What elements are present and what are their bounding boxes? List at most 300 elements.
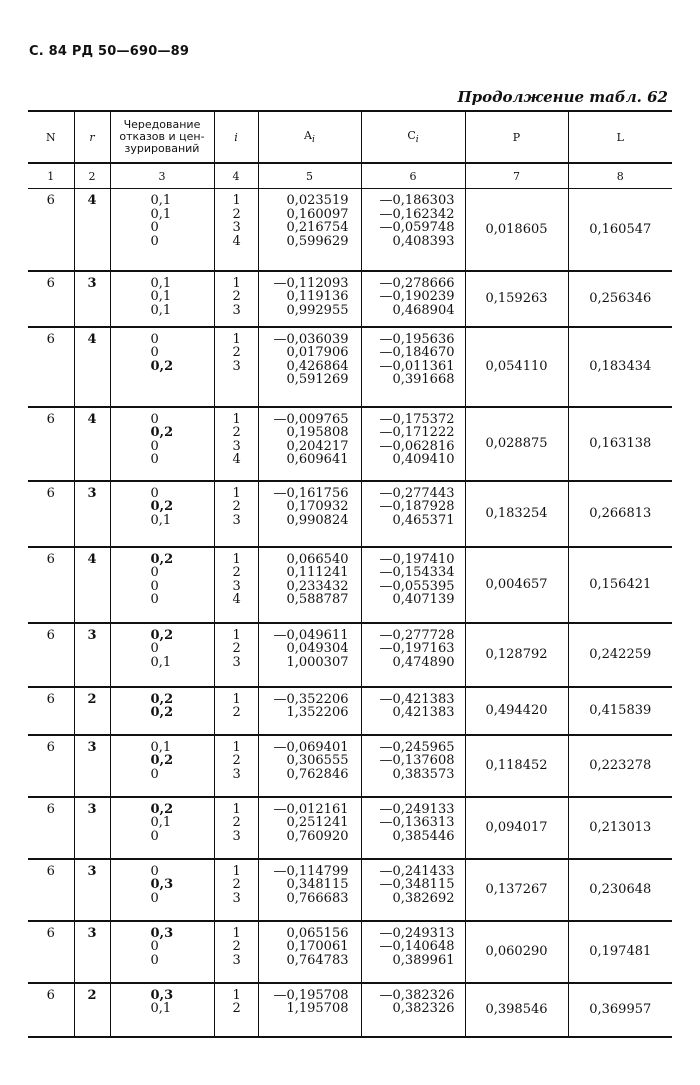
table-row	[28, 735, 672, 797]
cell-value: —0,011361	[379, 358, 455, 374]
cell-value: 3	[87, 485, 97, 501]
cell-n	[28, 921, 74, 983]
cell-value: 0,028875	[485, 436, 548, 451]
cell-value: 0,1	[150, 654, 172, 670]
cell-value: 3	[87, 863, 97, 879]
cell-value: 0,3	[150, 987, 174, 1003]
cell-p	[465, 327, 568, 407]
cell-p	[465, 859, 568, 921]
cell-value: —0,171222	[379, 425, 455, 440]
cell-c	[361, 271, 465, 327]
cell-value: 0	[150, 952, 159, 968]
cell-r	[74, 983, 110, 1037]
cell-value: 0,111241	[286, 565, 349, 580]
cell-value: 0	[150, 452, 159, 467]
header-row	[28, 111, 672, 163]
cell-i	[214, 481, 258, 547]
cell-value: —0,049611	[273, 627, 349, 643]
cell-value: —0,114799	[273, 863, 349, 879]
cell-value: 0,1	[150, 739, 172, 755]
cell-value: —0,195708	[273, 987, 349, 1003]
cell-value: 0,156421	[589, 577, 652, 592]
header-alternation-line: зурирований	[124, 142, 200, 155]
cell-value: 0	[150, 331, 159, 347]
cell-value: 3	[232, 828, 241, 844]
cell-value: 0,2	[150, 801, 174, 817]
table-row	[28, 921, 672, 983]
cell-c	[361, 327, 465, 407]
cell-value: 0,494420	[485, 703, 548, 718]
cell-value: 0,398546	[485, 1002, 548, 1017]
cell-value: 2	[232, 753, 241, 768]
cell-value: 0,385446	[392, 828, 455, 844]
cell-value: —0,421383	[379, 691, 455, 707]
cell-value: 0,066540	[286, 551, 349, 567]
cell-value: 0,382326	[392, 1001, 455, 1016]
cell-n	[28, 327, 74, 407]
cell-value: 1	[232, 987, 241, 1003]
cell-value: 0	[150, 890, 159, 906]
table-row	[28, 623, 672, 687]
cell-i	[214, 407, 258, 481]
cell-value: 2	[232, 641, 241, 656]
cell-value: 6	[46, 331, 55, 347]
cell-l	[568, 481, 672, 547]
cell-value: 0,2	[150, 358, 174, 374]
cell-value: 0,2	[150, 551, 174, 567]
cell-value: 0	[150, 565, 159, 580]
cell-value: 0	[150, 766, 159, 782]
table-row	[28, 481, 672, 547]
cell-value: —0,140648	[379, 939, 455, 954]
cell-value: 3	[232, 890, 241, 906]
cell-c	[361, 797, 465, 859]
header-c: $C_i$	[361, 111, 465, 163]
cell-value: —0,112093	[273, 275, 349, 291]
cell-value: —0,036039	[273, 331, 349, 347]
cell-value: —0,197163	[379, 641, 455, 656]
cell-value: —0,277443	[379, 485, 455, 501]
cell-value: 6	[46, 987, 55, 1003]
header-alternation-line: отказов и цен-	[119, 130, 205, 143]
cell-value: 0	[150, 411, 159, 427]
cell-r	[74, 623, 110, 687]
cell-r	[74, 327, 110, 407]
data-table	[28, 110, 672, 1038]
cell-n	[28, 735, 74, 797]
cell-value: 0,094017	[485, 820, 548, 835]
cell-value: 0,760920	[286, 828, 349, 844]
cell-value: 3	[232, 220, 241, 235]
cell-value: 3	[87, 275, 97, 291]
cell-value: 4	[232, 592, 241, 607]
cell-value: —0,352206	[273, 691, 349, 707]
cell-n	[28, 481, 74, 547]
table-row	[28, 983, 672, 1037]
cell-value: 0,389961	[392, 952, 455, 968]
cell-value: —0,136313	[379, 815, 455, 830]
cell-r	[74, 481, 110, 547]
cell-l	[568, 547, 672, 623]
header-alternation-line: Чередование	[123, 118, 201, 131]
cell-value: 0,137267	[485, 882, 548, 897]
cell-value: 0,1	[150, 289, 172, 304]
cell-l	[568, 983, 672, 1037]
cell-value: —0,009765	[273, 411, 349, 427]
cell-value: 0,1	[150, 512, 172, 528]
cell-value: 1,352206	[286, 705, 349, 720]
cell-l	[568, 407, 672, 481]
cell-value: 0,242259	[589, 647, 652, 662]
cell-n	[28, 797, 74, 859]
cell-value: 0	[150, 863, 159, 879]
cell-value: 2	[232, 877, 241, 892]
cell-value: 0,1	[150, 206, 172, 222]
cell-r	[74, 407, 110, 481]
cell-r	[74, 921, 110, 983]
cell-value: 0,049304	[286, 641, 349, 656]
cell-r	[74, 687, 110, 735]
cell-value: 6	[46, 863, 55, 879]
cell-i	[214, 859, 258, 921]
cell-a	[258, 797, 361, 859]
column-number: 5	[258, 163, 361, 189]
cell-c	[361, 735, 465, 797]
cell-value: 6	[46, 485, 55, 501]
cell-value: —0,195636	[379, 331, 455, 347]
cell-r	[74, 547, 110, 623]
cell-value: 0,762846	[286, 766, 349, 782]
cell-value: —0,154334	[379, 565, 455, 580]
header-a: $A_i$	[258, 111, 361, 163]
cell-a	[258, 921, 361, 983]
cell-n	[28, 547, 74, 623]
cell-a	[258, 407, 361, 481]
cell-value: 3	[87, 801, 97, 817]
cell-value: —0,175372	[379, 411, 455, 427]
cell-value: 2	[87, 691, 97, 707]
cell-value: 0,474890	[392, 654, 455, 670]
table-row	[28, 271, 672, 327]
cell-l	[568, 735, 672, 797]
cell-value: 0	[150, 345, 159, 360]
cell-value: 0,170061	[286, 939, 349, 954]
cell-value: 0,369957	[589, 1002, 652, 1017]
cell-value: 0,407139	[392, 592, 455, 607]
header-i: i	[214, 111, 258, 163]
cell-value: —0,059748	[379, 220, 455, 235]
table-row	[28, 797, 672, 859]
cell-a	[258, 271, 361, 327]
cell-a	[258, 547, 361, 623]
cell-p	[465, 687, 568, 735]
cell-value: 1	[232, 863, 241, 879]
cell-i	[214, 623, 258, 687]
cell-alternation	[110, 547, 214, 623]
cell-a	[258, 735, 361, 797]
cell-c	[361, 547, 465, 623]
cell-value: 1	[232, 801, 241, 817]
cell-value: 6	[46, 801, 55, 817]
cell-value: 0,468904	[392, 302, 455, 318]
cell-value: 0,2	[150, 753, 174, 768]
cell-c	[361, 921, 465, 983]
cell-value: —0,245965	[379, 739, 455, 755]
cell-value: —0,069401	[273, 739, 349, 755]
cell-alternation	[110, 271, 214, 327]
cell-value: 3	[232, 302, 241, 318]
cell-l	[568, 797, 672, 859]
cell-value: 0,195808	[286, 425, 349, 440]
header-n: N	[28, 111, 74, 163]
cell-value: 1	[232, 551, 241, 567]
cell-p	[465, 271, 568, 327]
cell-value: 0,992955	[286, 302, 349, 318]
cell-value: 0,223278	[589, 758, 652, 773]
cell-value: —0,012161	[273, 801, 349, 817]
cell-value: 3	[87, 925, 97, 941]
cell-value: 0,1	[150, 193, 172, 208]
cell-value: 2	[232, 565, 241, 580]
cell-value: 2	[232, 425, 241, 440]
header-r: r	[74, 111, 110, 163]
cell-value: 0,230648	[589, 882, 652, 897]
cell-value: —0,348115	[379, 877, 455, 892]
cell-value: —0,278666	[379, 275, 455, 291]
table-row	[28, 327, 672, 407]
cell-value: 3	[87, 739, 97, 755]
cell-c	[361, 481, 465, 547]
cell-value: —0,277728	[379, 627, 455, 643]
cell-alternation	[110, 481, 214, 547]
table-continuation-label: Продолжение табл. 62	[457, 88, 668, 106]
cell-value: 0,197481	[589, 944, 652, 959]
cell-value: 0	[150, 233, 159, 249]
cell-value: —0,062816	[379, 438, 455, 454]
cell-value: 4	[87, 331, 97, 347]
cell-l	[568, 921, 672, 983]
cell-value: 6	[46, 925, 55, 941]
cell-value: —0,382326	[379, 987, 455, 1003]
cell-alternation	[110, 859, 214, 921]
table-row	[28, 547, 672, 623]
cell-value: —0,184670	[379, 345, 455, 360]
cell-value: 0,160097	[286, 206, 349, 222]
cell-value: 2	[87, 987, 97, 1003]
cell-value: 0,119136	[286, 289, 349, 304]
cell-value: 3	[232, 952, 241, 968]
cell-value: 0,415839	[589, 703, 652, 718]
cell-value: 0,990824	[286, 512, 349, 528]
cell-alternation	[110, 687, 214, 735]
cell-p	[465, 481, 568, 547]
cell-value: 0,213013	[589, 820, 652, 835]
cell-value: 0,2	[150, 425, 174, 440]
cell-value: 0,3	[150, 877, 174, 892]
cell-value: 1	[232, 193, 241, 208]
cell-p	[465, 407, 568, 481]
cell-value: 0,251241	[286, 815, 349, 830]
cell-alternation	[110, 407, 214, 481]
cell-value: 3	[232, 654, 241, 670]
cell-value: 0,421383	[392, 705, 455, 720]
page-header: С. 84 РД 50—690—89	[29, 44, 190, 59]
cell-value: —0,249133	[379, 801, 455, 817]
cell-value: 6	[46, 275, 55, 291]
cell-i	[214, 189, 258, 271]
cell-value: 0,170932	[286, 499, 349, 514]
table-row	[28, 189, 672, 271]
cell-alternation	[110, 983, 214, 1037]
cell-value: 0,465371	[392, 512, 455, 528]
cell-value: 0,159263	[485, 291, 548, 306]
cell-l	[568, 687, 672, 735]
cell-value: —0,055395	[379, 578, 455, 594]
cell-value: 0,609641	[286, 452, 349, 467]
cell-value: 2	[232, 705, 241, 720]
cell-value: 4	[87, 551, 97, 567]
cell-value: 0,266813	[589, 506, 652, 521]
cell-i	[214, 547, 258, 623]
cell-value: 0,160547	[589, 221, 652, 237]
cell-value: 1	[232, 691, 241, 707]
cell-value: 3	[232, 512, 241, 528]
table-row	[28, 859, 672, 921]
cell-value: 6	[46, 411, 55, 427]
cell-c	[361, 983, 465, 1037]
cell-value: 1,195708	[286, 1001, 349, 1016]
column-number-row	[28, 163, 672, 189]
cell-value: 0,216754	[286, 220, 349, 235]
cell-value: 6	[46, 551, 55, 567]
cell-alternation	[110, 921, 214, 983]
cell-value: 1	[232, 925, 241, 941]
cell-p	[465, 623, 568, 687]
cell-c	[361, 189, 465, 271]
cell-l	[568, 327, 672, 407]
cell-r	[74, 859, 110, 921]
cell-value: 0	[150, 641, 159, 656]
cell-value: 0	[150, 939, 159, 954]
cell-n	[28, 983, 74, 1037]
cell-value: 0,348115	[286, 877, 349, 892]
cell-value: 1	[232, 485, 241, 501]
cell-value: 0,060290	[485, 944, 548, 959]
cell-i	[214, 983, 258, 1037]
cell-value: 2	[232, 345, 241, 360]
cell-value: 0	[150, 220, 159, 235]
cell-value: 1,000307	[286, 654, 349, 670]
cell-value: 0,764783	[286, 952, 349, 968]
cell-value: 3	[87, 627, 97, 643]
cell-n	[28, 623, 74, 687]
cell-value: 0	[150, 828, 159, 844]
cell-value: 2	[232, 289, 241, 304]
cell-value: 0,1	[150, 302, 172, 318]
cell-value: 0,118452	[485, 758, 548, 773]
cell-value: 1	[232, 331, 241, 347]
column-number: 3	[110, 163, 214, 189]
cell-value: —0,137608	[379, 753, 455, 768]
cell-value: —0,249313	[379, 925, 455, 941]
table-row	[28, 407, 672, 481]
cell-i	[214, 271, 258, 327]
cell-value: 0,2	[150, 691, 174, 707]
cell-value: 0,766683	[286, 890, 349, 906]
cell-value: 0,1	[150, 275, 172, 291]
header-p: P	[465, 111, 568, 163]
cell-value: 0,183254	[485, 506, 548, 521]
cell-n	[28, 189, 74, 271]
cell-value: 0	[150, 592, 159, 607]
cell-alternation	[110, 797, 214, 859]
cell-i	[214, 735, 258, 797]
cell-p	[465, 983, 568, 1037]
cell-value: 1	[232, 411, 241, 427]
cell-c	[361, 623, 465, 687]
cell-alternation	[110, 623, 214, 687]
cell-value: 2	[232, 206, 241, 222]
cell-value: 3	[232, 766, 241, 782]
cell-value: 0,426864	[286, 358, 349, 374]
cell-value: 6	[46, 627, 55, 643]
cell-value: 4	[232, 452, 241, 467]
cell-value: 0,599629	[286, 233, 349, 249]
cell-a	[258, 623, 361, 687]
cell-value: 0,183434	[589, 359, 652, 374]
cell-alternation	[110, 327, 214, 407]
cell-value: 0,233432	[286, 578, 349, 594]
cell-value: 0,408393	[392, 233, 455, 249]
cell-value: 0,128792	[485, 647, 548, 662]
cell-i	[214, 687, 258, 735]
cell-value: 4	[87, 411, 97, 427]
cell-value: 0,023519	[286, 193, 349, 208]
cell-a	[258, 983, 361, 1037]
cell-value: 6	[46, 739, 55, 755]
cell-value: 0,065156	[286, 925, 349, 941]
cell-value: 3	[232, 578, 241, 594]
cell-value: 4	[87, 193, 97, 208]
cell-value: 0,256346	[589, 291, 652, 306]
cell-l	[568, 623, 672, 687]
cell-value: —0,197410	[379, 551, 455, 567]
cell-value: 0,2	[150, 705, 174, 720]
cell-n	[28, 687, 74, 735]
column-number: 7	[465, 163, 568, 189]
cell-value: —0,190239	[379, 289, 455, 304]
cell-value: 0,591269	[286, 372, 349, 387]
cell-value: 0,204217	[286, 438, 349, 454]
cell-value: —0,241433	[379, 863, 455, 879]
cell-value: 2	[232, 1001, 241, 1016]
cell-value: 0,017906	[286, 345, 349, 360]
cell-p	[465, 189, 568, 271]
cell-i	[214, 921, 258, 983]
cell-l	[568, 859, 672, 921]
cell-value: 2	[232, 815, 241, 830]
cell-value: —0,161756	[273, 485, 349, 501]
cell-value: 0	[150, 578, 159, 594]
cell-value: 1	[232, 627, 241, 643]
cell-l	[568, 271, 672, 327]
cell-i	[214, 327, 258, 407]
cell-alternation	[110, 189, 214, 271]
cell-value: 0,1	[150, 815, 172, 830]
cell-value: 1	[232, 739, 241, 755]
header-alternation	[110, 111, 214, 163]
column-number: 8	[568, 163, 672, 189]
